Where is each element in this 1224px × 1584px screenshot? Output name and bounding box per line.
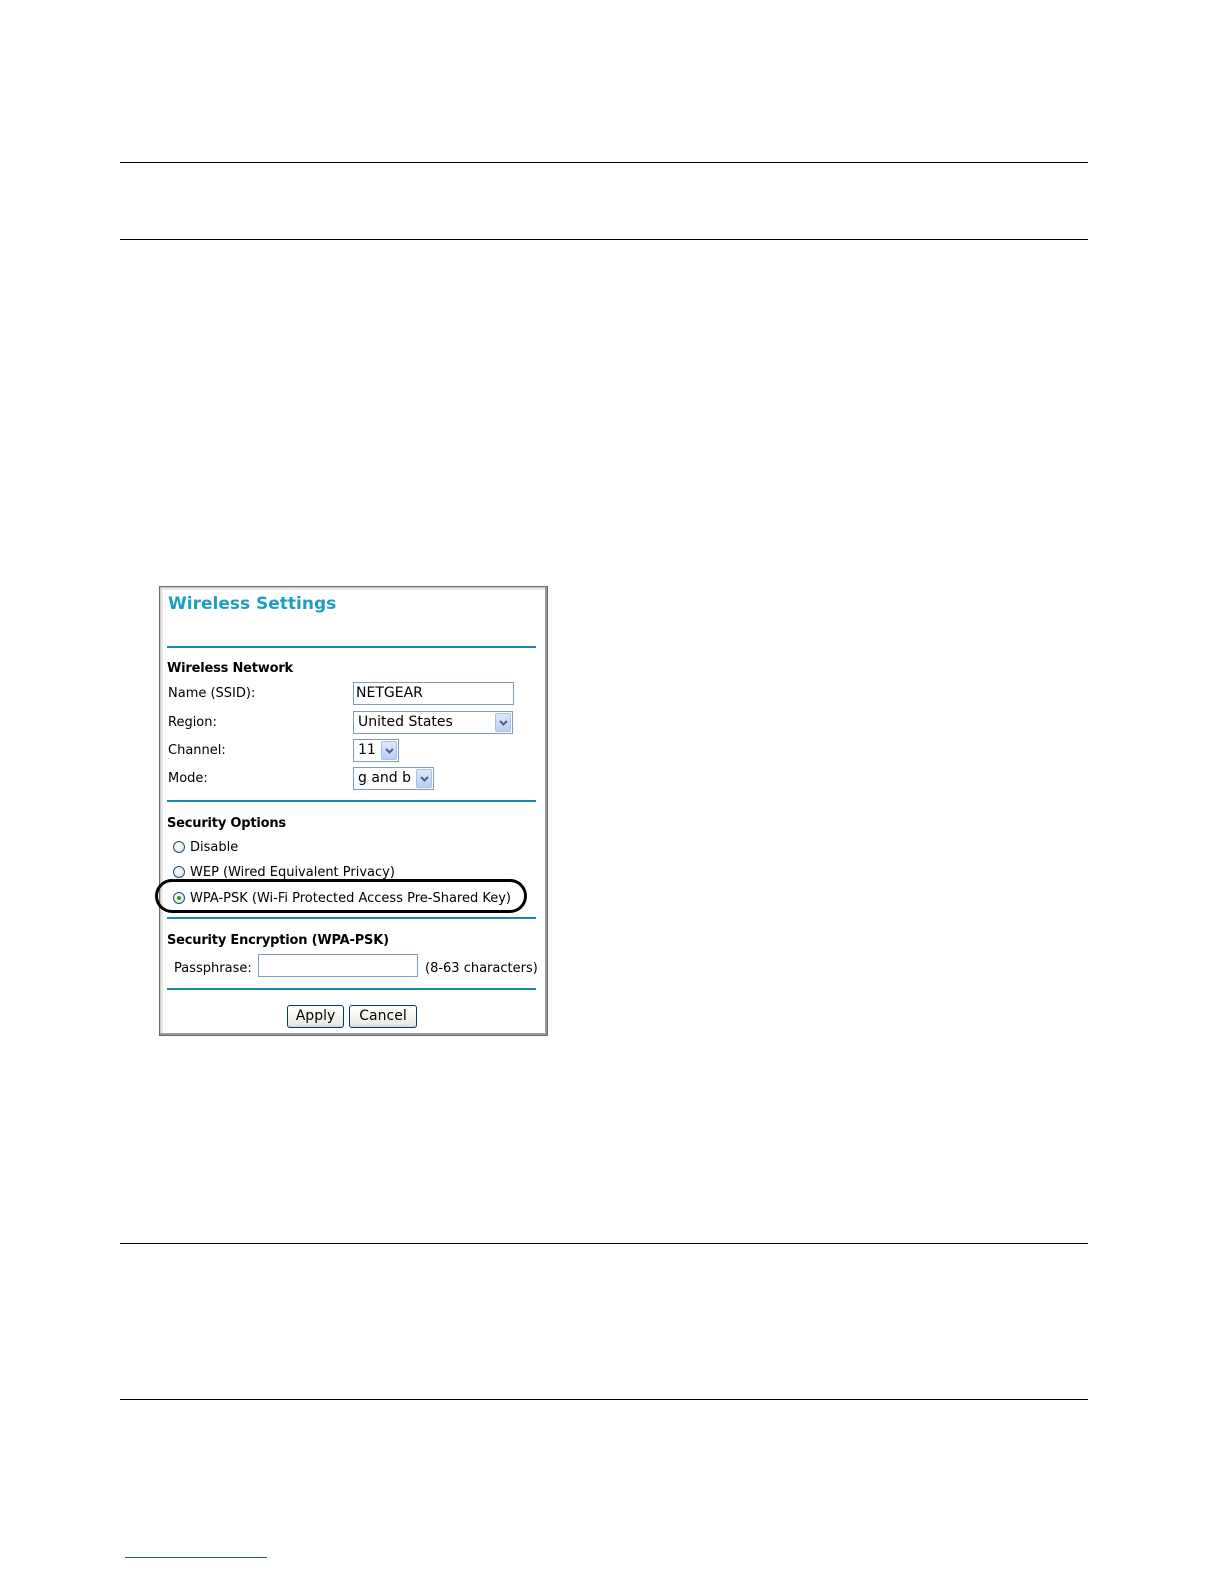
- chevron-down-icon[interactable]: [495, 713, 511, 732]
- apply-button[interactable]: Apply: [287, 1005, 344, 1028]
- encryption-separator: [167, 988, 536, 990]
- region-select-value: United States: [358, 714, 453, 730]
- ssid-label: Name (SSID):: [168, 686, 256, 701]
- mode-select-value: g and b: [358, 770, 412, 786]
- footer-link-underline[interactable]: [125, 1557, 267, 1558]
- security-options-separator: [167, 917, 536, 919]
- passphrase-hint: (8-63 characters): [425, 961, 538, 976]
- security-encryption-heading: Security Encryption (WPA-PSK): [167, 933, 389, 948]
- wireless-network-heading: Wireless Network: [167, 661, 294, 676]
- header-rule-bottom: [120, 239, 1088, 240]
- region-select[interactable]: [353, 711, 513, 734]
- ssid-input[interactable]: NETGEAR: [353, 682, 514, 705]
- channel-label: Channel:: [168, 743, 226, 758]
- title-separator: [167, 646, 536, 648]
- passphrase-input[interactable]: [258, 954, 418, 977]
- region-label: Region:: [168, 715, 217, 730]
- mode-select[interactable]: [353, 767, 434, 790]
- mode-label: Mode:: [168, 771, 208, 786]
- cancel-button[interactable]: Cancel: [349, 1005, 417, 1028]
- wpa-psk-option-label[interactable]: WPA-PSK (Wi-Fi Protected Access Pre-Shared Key): [190, 891, 512, 906]
- disable-option-label[interactable]: Disable: [190, 840, 239, 855]
- header-rule-top: [120, 162, 1088, 163]
- passphrase-label: Passphrase:: [174, 961, 252, 976]
- wireless-network-separator: [167, 800, 536, 802]
- chevron-down-icon[interactable]: [416, 769, 432, 788]
- chevron-down-icon[interactable]: [381, 741, 397, 760]
- footer-rule-bottom: [120, 1399, 1088, 1400]
- callout-oval: [155, 879, 527, 913]
- wep-radio[interactable]: [173, 866, 185, 878]
- disable-radio[interactable]: [173, 841, 185, 853]
- security-options-heading: Security Options: [167, 816, 286, 831]
- channel-select-value: 11: [358, 742, 376, 758]
- wep-option-label[interactable]: WEP (Wired Equivalent Privacy): [190, 865, 395, 880]
- page-title: Wireless Settings: [168, 594, 337, 614]
- wireless-settings-panel: [159, 586, 548, 1036]
- footer-rule-top: [120, 1243, 1088, 1244]
- channel-select[interactable]: [353, 739, 399, 762]
